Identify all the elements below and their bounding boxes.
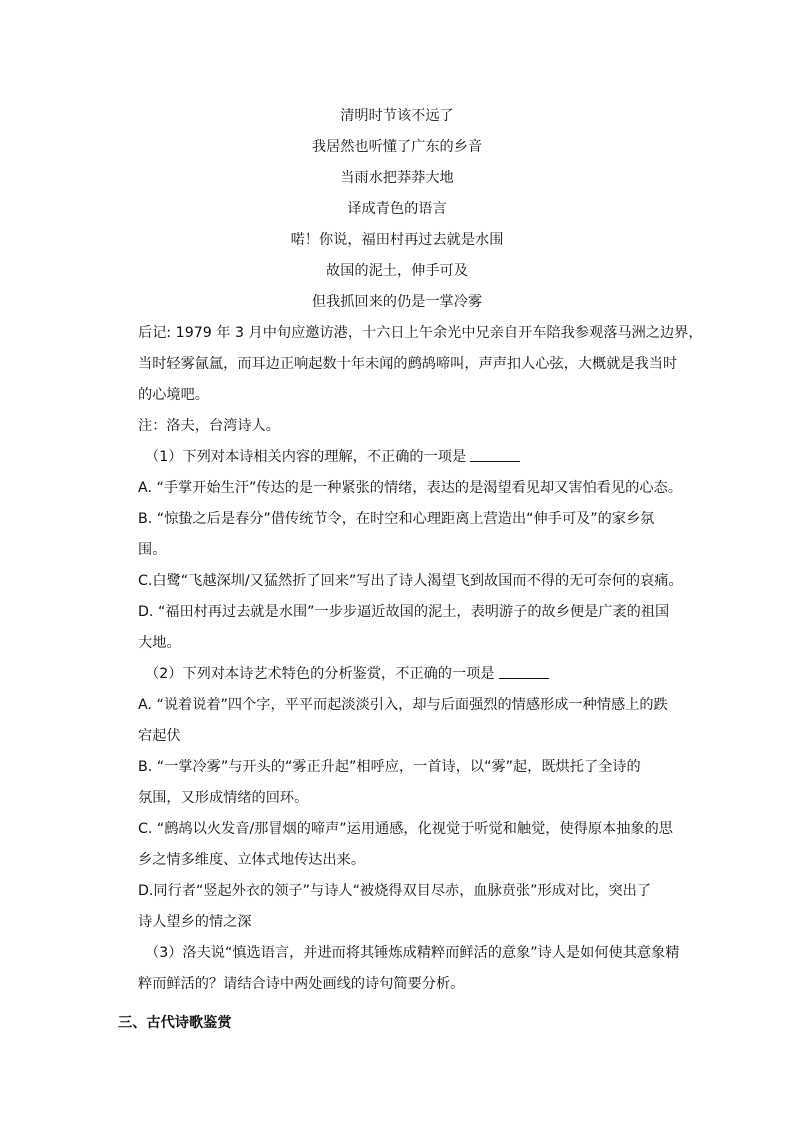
question-1-option: D. “福田村再过去就是水围”一步步逼近故国的泥土，表明游子的故乡便是广袤的祖国	[138, 604, 670, 620]
question-2-option: 乡之情多维度、立体式地传达出来。	[138, 852, 366, 868]
question-2-option: C. “鹧鸪以火发音/那冒烟的啼声”运用通感，化视觉于听觉和触觉，使得原本抽象的思	[138, 821, 673, 837]
poem-line: 译成青色的语言	[347, 201, 447, 217]
question-3-line: 粹而鲜活的？请结合诗中两处画线的诗句简要分析。	[138, 976, 465, 992]
section-heading: 三、古代诗歌鉴赏	[118, 1015, 232, 1031]
poem-line: 清明时节该不远了	[340, 108, 454, 124]
question-2-option: 诗人望乡的情之深	[138, 914, 252, 930]
question-3-line: （3）洛夫说“慎选语言，并进而将其锤炼成精粹而鲜活的意象”诗人是如何使其意象精	[145, 945, 680, 961]
question-1-option: C.白鹭“飞越深圳/又猛然折了回来”写出了诗人渴望飞到故国而不得的无可奈何的哀痛。	[138, 573, 683, 589]
question-1-option: 围。	[138, 542, 167, 558]
question-2-text: （2）下列对本诗艺术特色的分析鉴赏，不正确的一项是	[145, 666, 495, 682]
postscript-line: 后记: 1979 年 3 月中旬应邀访港，十六日上午余光中兄亲自开车陪我参观落马洲之边界，	[138, 325, 703, 341]
question-2-option: 氛围，又形成情绪的回环。	[138, 790, 309, 806]
postscript-line: 的心境吧。	[138, 387, 209, 403]
question-1-option: A. “手掌开始生汗”传达的是一种紧张的情绪，表达的是渴望看见却又害怕看见的心态。	[138, 480, 682, 496]
question-1-text: （1）下列对本诗相关内容的理解，不正确的一项是	[145, 449, 467, 465]
question-1-stem	[138, 442, 678, 473]
document-body	[138, 318, 703, 1000]
poem-line: 喏！你说，福田村再过去就是水围	[290, 232, 504, 248]
poem-line: 当雨水把莽莽大地	[340, 170, 454, 186]
poem-line: 但我抓回来的仍是一掌冷雾	[311, 294, 483, 310]
poem-excerpt	[0, 101, 794, 318]
question-2-stem	[138, 659, 678, 690]
question-2-option: B. “一掌冷雾”与开头的“雾正升起”相呼应，一首诗，以“雾”起，既烘托了全诗的	[138, 759, 641, 775]
postscript-line: 当时轻雾氤氲，而耳边正响起数十年未闻的鹧鸪啼叫，声声扣人心弦，大概就是我当时	[138, 356, 678, 372]
question-1-option: 大地。	[138, 635, 181, 651]
poem-line: 我居然也听懂了广东的乡音	[311, 139, 483, 155]
answer-blank[interactable]	[470, 447, 520, 462]
question-1-option: B. “惊蛰之后是春分”借传统节令，在时空和心理距离上营造出“伸手可及”的家乡氛	[138, 511, 655, 527]
question-2-option: D.同行者“竖起外衣的领子”与诗人“被烧得双目尽赤，血脉贲张”形成对比，突出了	[138, 883, 652, 899]
question-2-option: A. “说着说着”四个字，平平而起淡淡引入，却与后面强烈的情感形成一种情感上的跌	[138, 697, 668, 713]
poem-line: 故国的泥土，伸手可及	[326, 263, 468, 279]
question-2-option: 宕起伏	[138, 728, 181, 744]
answer-blank[interactable]	[499, 664, 549, 679]
author-note: 注：洛夫，台湾诗人。	[138, 418, 280, 434]
